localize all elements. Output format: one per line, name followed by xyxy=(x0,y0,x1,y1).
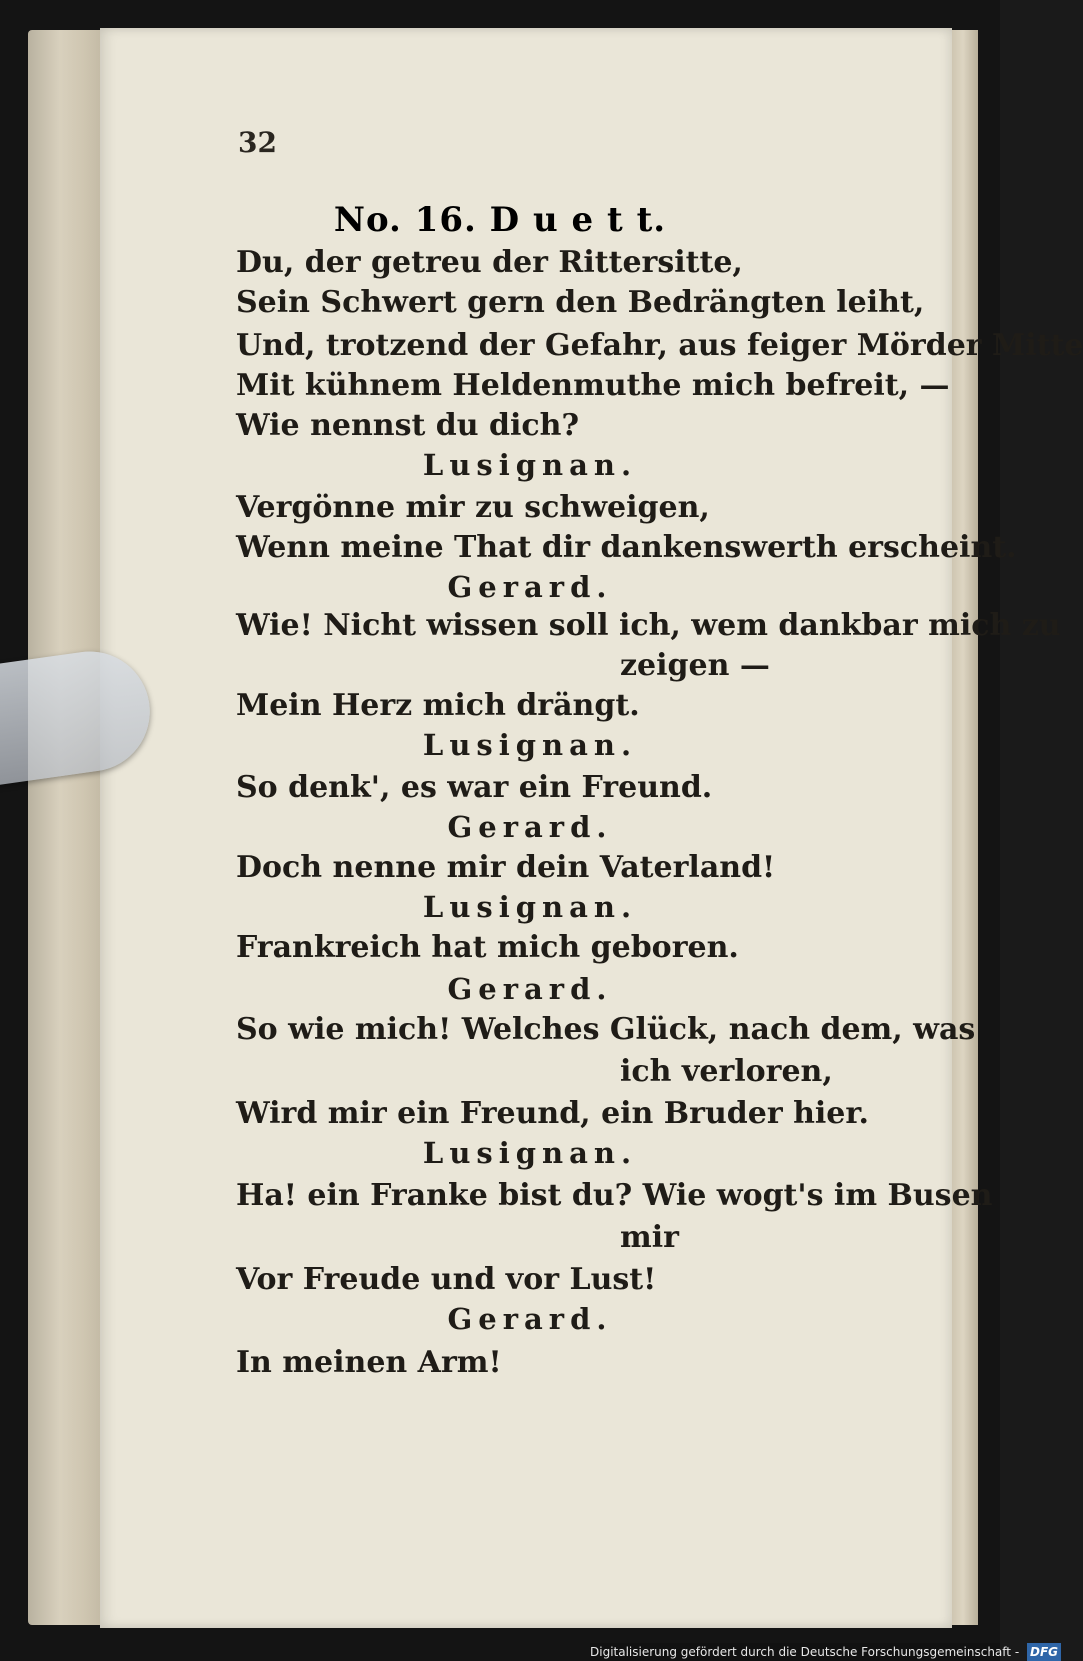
verse-line: Du, der getreu der Rittersitte, xyxy=(236,245,743,280)
speaker-name: Lusignan. xyxy=(422,728,638,762)
speaker-name: Lusignan. xyxy=(422,1136,638,1170)
verse-line: zeigen — xyxy=(620,648,770,683)
verse-line: In meinen Arm! xyxy=(236,1345,502,1380)
verse-line: mir xyxy=(620,1220,679,1255)
verse-line: ich verloren, xyxy=(620,1054,833,1089)
verse-line: Wenn meine That dir dankenswerth erscheint. xyxy=(236,530,1017,565)
verse-line: Doch nenne mir dein Vaterland! xyxy=(236,850,776,885)
verse-line: Sein Schwert gern den Bedrängten leiht, xyxy=(236,285,925,320)
speaker-name: Gerard. xyxy=(447,1302,613,1336)
speaker-name: Gerard. xyxy=(447,972,613,1006)
verse-line: Vor Freude und vor Lust! xyxy=(236,1262,657,1297)
page-number: 32 xyxy=(238,126,277,159)
speaker-name: Lusignan. xyxy=(422,890,638,924)
page-title: No. 16. D u e t t. xyxy=(333,200,667,240)
speaker-name: Gerard. xyxy=(447,570,613,604)
verse-line: Und, trotzend der Gefahr, aus feiger Mörder Mitte xyxy=(236,328,1083,363)
verse-line: Wie! Nicht wissen soll ich, wem dankbar mich zu xyxy=(236,608,1061,643)
verse-line: Frankreich hat mich geboren. xyxy=(236,930,739,965)
verse-line: Wie nennst du dich? xyxy=(236,408,580,443)
verse-line: So denk', es war ein Freund. xyxy=(236,770,713,805)
verse-line: Vergönne mir zu schweigen, xyxy=(236,490,710,525)
verse-line: Ha! ein Franke bist du? Wie wogt's im Busen xyxy=(236,1178,993,1213)
verse-line: So wie mich! Welches Glück, nach dem, was xyxy=(236,1012,976,1047)
verse-line: Wird mir ein Freund, ein Bruder hier. xyxy=(236,1096,869,1131)
footer-text: Digitalisierung gefördert durch die Deutsche Forschungsgemeinschaft - xyxy=(590,1645,1020,1659)
speaker-name: Gerard. xyxy=(447,810,613,844)
footer-credit xyxy=(590,1643,1058,1661)
dfg-logo: DFG xyxy=(1027,1643,1061,1661)
verse-line: Mein Herz mich drängt. xyxy=(236,688,640,723)
verse-line: Mit kühnem Heldenmuthe mich befreit, — xyxy=(236,368,950,403)
speaker-name: Lusignan. xyxy=(422,448,638,482)
